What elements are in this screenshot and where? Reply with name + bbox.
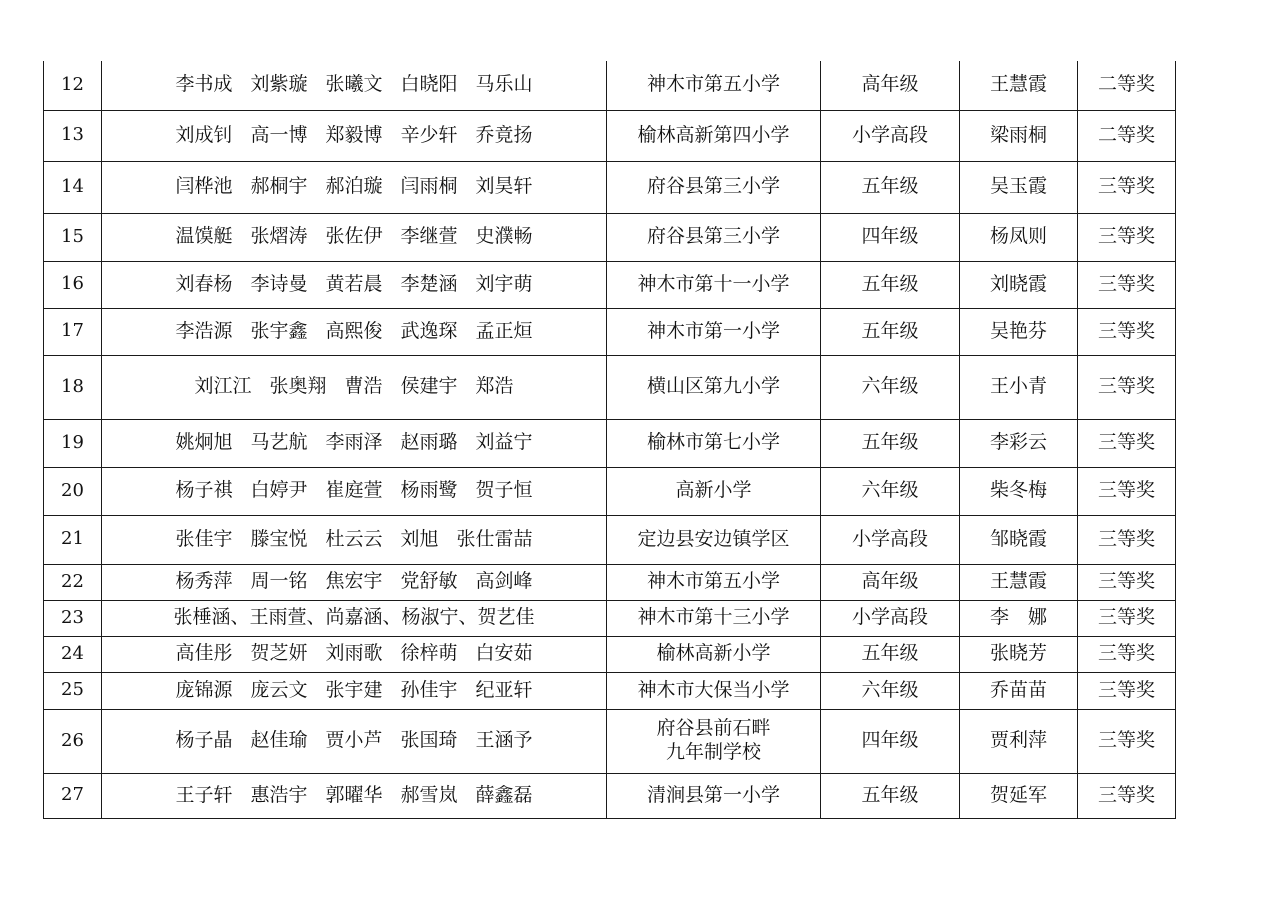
student-name: 赵雨璐	[400, 431, 458, 454]
student-name: 温馍艇	[175, 225, 233, 248]
student-names-cell	[102, 61, 607, 110]
table-row	[44, 564, 1176, 600]
grade-cell: 五年级	[821, 636, 960, 672]
table-row	[44, 419, 1176, 467]
grade-cell: 五年级	[821, 308, 960, 355]
student-names-cell	[102, 110, 607, 161]
row-number-cell: 17	[44, 308, 102, 355]
student-name: 闫桦池	[175, 175, 233, 198]
student-name: 辛少轩	[400, 123, 458, 146]
student-names-cell	[102, 636, 607, 672]
row-number-cell: 21	[44, 515, 102, 564]
school-cell	[607, 709, 821, 773]
award-cell: 三等奖	[1078, 261, 1176, 308]
grade-cell: 六年级	[821, 467, 960, 515]
award-cell: 二等奖	[1078, 61, 1176, 110]
student-name: 侯建宇	[400, 375, 458, 398]
award-cell: 三等奖	[1078, 213, 1176, 261]
student-name: 孟正烜	[475, 319, 533, 342]
school-cell	[607, 564, 821, 600]
award-table-body	[44, 61, 1176, 818]
table-row	[44, 61, 1176, 110]
student-name: 黄若晨	[325, 272, 383, 295]
student-name: 贾小芦	[325, 729, 383, 752]
school-name-line: 榆林高新小学	[656, 642, 771, 665]
student-name: 马艺航	[250, 431, 308, 454]
student-name: 史濮畅	[475, 225, 533, 248]
award-cell: 三等奖	[1078, 467, 1176, 515]
row-number-cell: 26	[44, 709, 102, 773]
award-cell: 三等奖	[1078, 564, 1176, 600]
school-cell	[607, 600, 821, 636]
student-name: 白晓阳	[400, 73, 458, 96]
student-name: 高佳彤	[175, 642, 233, 665]
student-name: 马乐山	[475, 73, 533, 96]
student-name: 杨子祺	[175, 479, 233, 502]
student-name: 纪亚轩	[475, 678, 533, 701]
school-name-line: 神木市第一小学	[646, 319, 780, 342]
student-name: 闫雨桐	[400, 175, 458, 198]
row-number-cell: 16	[44, 261, 102, 308]
student-name: 刘春杨	[175, 272, 233, 295]
student-name: 党舒敏	[400, 570, 458, 593]
award-cell: 三等奖	[1078, 515, 1176, 564]
table-row	[44, 308, 1176, 355]
school-name-line: 清涧县第一小学	[646, 783, 780, 806]
student-names-cell	[102, 308, 607, 355]
row-number-cell: 12	[44, 61, 102, 110]
row-number-cell: 19	[44, 419, 102, 467]
student-name: 张佳宇	[175, 527, 233, 550]
row-number-cell: 18	[44, 355, 102, 419]
teacher-cell: 李彩云	[960, 419, 1078, 467]
student-name: 乔竟扬	[475, 123, 533, 146]
row-number-cell: 13	[44, 110, 102, 161]
teacher-cell: 吴艳芬	[960, 308, 1078, 355]
grade-cell: 小学高段	[821, 515, 960, 564]
award-cell: 三等奖	[1078, 600, 1176, 636]
row-number-cell: 25	[44, 672, 102, 709]
student-name: 刘雨歌	[325, 642, 383, 665]
student-name: 白婷尹	[250, 479, 308, 502]
school-name-line: 定边县安边镇学区	[637, 527, 790, 550]
student-name: 崔庭萱	[325, 479, 383, 502]
award-cell: 三等奖	[1078, 355, 1176, 419]
row-number-cell: 27	[44, 773, 102, 818]
student-name: 赵佳瑜	[250, 729, 308, 752]
student-name: 刘益宁	[475, 431, 533, 454]
student-name: 张宇鑫	[250, 319, 308, 342]
student-name: 庞锦源	[175, 678, 233, 701]
student-names-cell	[102, 261, 607, 308]
award-table-container	[43, 61, 1176, 819]
award-cell: 三等奖	[1078, 161, 1176, 213]
table-row	[44, 515, 1176, 564]
student-name: 张仕雷喆	[456, 527, 533, 550]
student-name: 刘江江	[194, 375, 252, 398]
student-name: 贺子恒	[475, 479, 533, 502]
student-name: 杨秀萍	[175, 570, 233, 593]
teacher-cell: 贺延军	[960, 773, 1078, 818]
student-name: 王涵予	[475, 729, 533, 752]
student-name: 滕宝悦	[250, 527, 308, 550]
teacher-cell: 李 娜	[960, 600, 1078, 636]
grade-cell: 六年级	[821, 672, 960, 709]
teacher-cell: 贾利萍	[960, 709, 1078, 773]
student-name: 刘成钊	[175, 123, 233, 146]
school-cell	[607, 773, 821, 818]
grade-cell: 小学高段	[821, 600, 960, 636]
school-name-line: 九年制学校	[665, 741, 761, 763]
student-name: 郑浩	[475, 375, 514, 398]
student-names-cell	[102, 161, 607, 213]
student-name: 张佐伊	[325, 225, 383, 248]
student-names-cell	[102, 600, 607, 636]
student-name: 张宇建	[325, 678, 383, 701]
school-name-line: 神木市第十一小学	[637, 272, 790, 295]
table-row	[44, 213, 1176, 261]
school-cell	[607, 110, 821, 161]
table-row	[44, 110, 1176, 161]
student-name: 白安茹	[475, 642, 533, 665]
student-name: 杨子晶	[175, 729, 233, 752]
student-name: 李诗曼	[250, 272, 308, 295]
table-row	[44, 261, 1176, 308]
school-name-line: 神木市第五小学	[646, 570, 780, 593]
award-cell: 三等奖	[1078, 709, 1176, 773]
teacher-cell: 王慧霞	[960, 564, 1078, 600]
student-name: 郭曜华	[325, 783, 383, 806]
student-names-cell	[102, 419, 607, 467]
row-number-cell: 22	[44, 564, 102, 600]
row-number-cell: 24	[44, 636, 102, 672]
grade-cell: 小学高段	[821, 110, 960, 161]
award-cell: 三等奖	[1078, 419, 1176, 467]
student-name: 武逸琛	[400, 319, 458, 342]
teacher-cell: 张晓芳	[960, 636, 1078, 672]
student-name: 庞云文	[250, 678, 308, 701]
table-row	[44, 467, 1176, 515]
school-name-line: 榆林高新第四小学	[637, 123, 790, 146]
school-cell	[607, 419, 821, 467]
school-cell	[607, 261, 821, 308]
row-number-cell: 14	[44, 161, 102, 213]
school-name-line: 神木市第五小学	[646, 73, 780, 96]
row-number-cell: 23	[44, 600, 102, 636]
award-cell: 三等奖	[1078, 636, 1176, 672]
grade-cell: 五年级	[821, 261, 960, 308]
student-name: 高剑峰	[475, 570, 533, 593]
teacher-cell: 吴玉霞	[960, 161, 1078, 213]
school-cell	[607, 308, 821, 355]
grade-cell: 高年级	[821, 564, 960, 600]
grade-cell: 四年级	[821, 213, 960, 261]
school-cell	[607, 672, 821, 709]
student-name: 焦宏宇	[325, 570, 383, 593]
grade-cell: 高年级	[821, 61, 960, 110]
student-name: 杨雨鹭	[400, 479, 458, 502]
table-row	[44, 600, 1176, 636]
student-names-cell	[102, 564, 607, 600]
student-names-cell	[102, 773, 607, 818]
student-names-cell	[102, 467, 607, 515]
school-cell	[607, 515, 821, 564]
student-name: 张曦文	[325, 73, 383, 96]
grade-cell: 五年级	[821, 773, 960, 818]
student-name: 张国琦	[400, 729, 458, 752]
student-name: 郝雪岚	[400, 783, 458, 806]
award-cell: 三等奖	[1078, 773, 1176, 818]
student-name: 李书成	[175, 73, 233, 96]
school-cell	[607, 355, 821, 419]
school-name-line: 神木市第十三小学	[637, 606, 790, 629]
school-cell	[607, 61, 821, 110]
student-name: 张棰涵、王雨萱、尚嘉涵、杨淑宁、贺艺佳	[173, 606, 535, 629]
student-name: 李楚涵	[400, 272, 458, 295]
school-name-line: 高新小学	[675, 479, 752, 502]
school-name-line: 榆林市第七小学	[646, 431, 780, 454]
student-name: 贺芝妍	[250, 642, 308, 665]
school-name-line: 横山区第九小学	[646, 375, 780, 398]
student-name: 薛鑫磊	[475, 783, 533, 806]
student-name: 郝桐宇	[250, 175, 308, 198]
student-name: 刘旭	[400, 527, 439, 550]
student-name: 姚炯旭	[175, 431, 233, 454]
student-name: 刘宇萌	[475, 272, 533, 295]
student-name: 刘紫璇	[250, 73, 308, 96]
student-name: 惠浩宇	[250, 783, 308, 806]
row-number-cell: 20	[44, 467, 102, 515]
teacher-cell: 邹晓霞	[960, 515, 1078, 564]
school-cell	[607, 636, 821, 672]
table-row	[44, 161, 1176, 213]
school-cell	[607, 467, 821, 515]
award-table	[43, 61, 1176, 819]
student-name: 李继萱	[400, 225, 458, 248]
table-row	[44, 709, 1176, 773]
student-name: 高熙俊	[325, 319, 383, 342]
table-row	[44, 355, 1176, 419]
student-names-cell	[102, 213, 607, 261]
student-name: 杜云云	[325, 527, 383, 550]
teacher-cell: 梁雨桐	[960, 110, 1078, 161]
school-name-line: 府谷县第三小学	[646, 175, 780, 198]
student-names-cell	[102, 709, 607, 773]
table-row	[44, 636, 1176, 672]
teacher-cell: 柴冬梅	[960, 467, 1078, 515]
table-row	[44, 773, 1176, 818]
grade-cell: 五年级	[821, 419, 960, 467]
student-names-cell	[102, 672, 607, 709]
award-cell: 二等奖	[1078, 110, 1176, 161]
student-name: 刘昊轩	[475, 175, 533, 198]
grade-cell: 六年级	[821, 355, 960, 419]
school-cell	[607, 161, 821, 213]
school-cell	[607, 213, 821, 261]
teacher-cell: 杨凤则	[960, 213, 1078, 261]
table-row	[44, 672, 1176, 709]
award-cell: 三等奖	[1078, 308, 1176, 355]
student-name: 孙佳宇	[400, 678, 458, 701]
student-names-cell	[102, 515, 607, 564]
student-name: 王子轩	[175, 783, 233, 806]
student-name: 李浩源	[175, 319, 233, 342]
student-names-cell	[102, 355, 607, 419]
student-name: 高一博	[250, 123, 308, 146]
student-name: 郑毅博	[325, 123, 383, 146]
student-name: 徐梓萌	[400, 642, 458, 665]
school-name-line: 府谷县前石畔	[656, 717, 771, 740]
award-cell: 三等奖	[1078, 672, 1176, 709]
teacher-cell: 乔苗苗	[960, 672, 1078, 709]
teacher-cell: 刘晓霞	[960, 261, 1078, 308]
grade-cell: 四年级	[821, 709, 960, 773]
teacher-cell: 王慧霞	[960, 61, 1078, 110]
school-name-line: 神木市大保当小学	[637, 678, 790, 701]
student-name: 张奥翔	[269, 375, 327, 398]
student-name: 曹浩	[344, 375, 383, 398]
student-name: 周一铭	[250, 570, 308, 593]
student-name: 李雨泽	[325, 431, 383, 454]
row-number-cell: 15	[44, 213, 102, 261]
grade-cell: 五年级	[821, 161, 960, 213]
school-name-line: 府谷县第三小学	[646, 225, 780, 248]
student-name: 郝泊璇	[325, 175, 383, 198]
teacher-cell: 王小青	[960, 355, 1078, 419]
student-name: 张熠涛	[250, 225, 308, 248]
